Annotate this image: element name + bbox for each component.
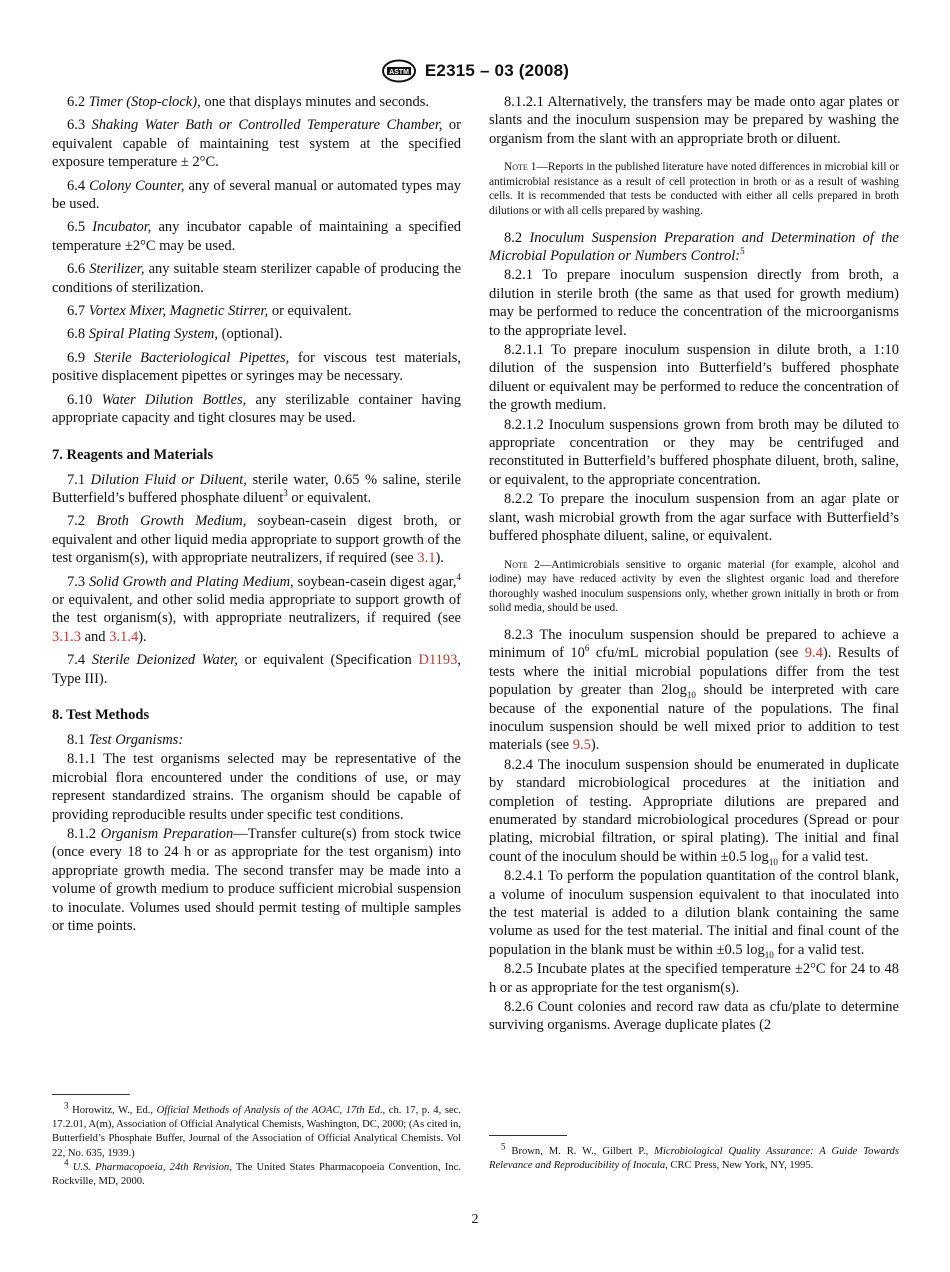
right-column bbox=[489, 93, 899, 1040]
section-7-2: 7.2 Broth Growth Medium, soybean-casein digest broth, or equivalent and other liquid media appropriate to support growth of the test organism(s), with appropriate neutralizers, if required (see 3.1). bbox=[52, 513, 462, 567]
section-8-2-2: 8.2.2 To prepare the inoculum suspension from an agar plate or slant, wash microbial growth from the agar surface with Butterfield’s buffered phosphate diluent, saline, or equivalent. bbox=[489, 491, 899, 545]
link-3-1-3[interactable]: 3.1.3 bbox=[52, 628, 81, 645]
page-header bbox=[0, 56, 950, 86]
footnotes-right bbox=[489, 1135, 899, 1173]
footnote-ref-5[interactable]: 5 bbox=[740, 246, 745, 257]
page-number: 2 bbox=[471, 1212, 479, 1227]
link-3-1[interactable]: 3.1 bbox=[417, 550, 436, 567]
standard-designation: E2315 – 03 (2008) bbox=[424, 61, 570, 80]
heading-test-methods: 8. Test Methods bbox=[52, 706, 150, 723]
link-9-5[interactable]: 9.5 bbox=[572, 737, 591, 754]
section-8-2-1: 8.2.1 To prepare inoculum suspension directly from broth, a dilution in sterile broth (the same as that used for growth medium) may be performed to reduce the concentration of the microorganisms to the appropriate level. bbox=[489, 267, 899, 339]
footnote-ref-3[interactable]: 3 bbox=[283, 488, 288, 499]
footnote-3: $^3$ Horowitz, W., Ed., Official Methods of Analysis of the AOAC, 17th Ed., ch. 17, p. 4, sec. 17.2.01, A(m), Association of Official Analytical Chemists, Washington, DC, 2000; (As cited in, Butterfield’s Phosphate Buffer, Journal of the Association of Official Analytical Chemists. Vol 22, No. 635, 1939.) bbox=[52, 1100, 462, 1159]
section-8-1-2-1: 8.1.2.1 Alternatively, the transfers may be made onto agar plates or slants and the inoculum suspension may be prepared by washing the organism from the slant with an appropriate broth or diluent. bbox=[489, 94, 899, 147]
footnote-4: $^4$ U.S. Pharmacopoeia, 24th Revision, The United States Pharmacopoeia Convention, Inc. Rockville, MD, 2000. bbox=[52, 1157, 462, 1188]
link-9-4[interactable]: 9.4 bbox=[804, 645, 823, 662]
link-d1193[interactable]: D1193 bbox=[418, 652, 458, 669]
footnote-ref-4[interactable]: 4 bbox=[456, 571, 461, 582]
section-8-1-1: 8.1.1 The test organisms selected may be representative of the microbial flora encountered under the conditions of use, or may represent standardized strains. The organism should be capable of providing reproducible results under specific test conditions. bbox=[52, 751, 461, 823]
section-6-3: 6.3 Shaking Water Bath or Controlled Temperature Chamber, or equivalent capable of maintaining test system at the specified exposure temperature ± 2°C. bbox=[52, 117, 461, 171]
footnote-rule bbox=[52, 1094, 130, 1095]
note-2: Note 2—Antimicrobials sensitive to organic material (for example, alcohol and iodine) may have reduced activity by even the slightest organic load and therefore thoroughly washed inoculum suspensions only, whether grown initially in broth or from solid media, should be used. bbox=[489, 558, 899, 615]
section-6-5: 6.5 Incubator, any incubator capable of maintaining a specified temperature ±2°C may be used. bbox=[52, 219, 462, 254]
section-6-6: 6.6 Sterilizer, any suitable steam sterilizer capable of producing the conditions of sterilization. bbox=[52, 261, 462, 296]
section-8-2-1-2: 8.2.1.2 Inoculum suspensions grown from broth may be diluted to appropriate concentration or they may be centrifuged and reconstituted in Butterfield’s buffered phosphate diluent, broth, saline, or equivalent, to the appropriate concentration. bbox=[489, 416, 899, 488]
svg-text:ASTM: ASTM bbox=[388, 69, 409, 76]
section-8-2-3: 8.2.3 The inoculum suspension should be prepared to achieve a minimum of $10^6$ cfu/mL microbial population (see 9.4). Results of tests where the initial microbial populations differ from the test population by greater than $2\log_{10}$ should be interpreted with care because of the exponential nature of the populations. The final inoculum suspension should be well mixed prior to addition to test materials (see 9.5). bbox=[489, 626, 900, 754]
section-7-1: 7.1 Dilution Fluid or Diluent, sterile water, 0.65 % saline, sterile Butterfield’s buffered phosphate diluent$^3$ or equivalent. bbox=[52, 471, 462, 506]
heading-reagents-materials: 7. Reagents and Materials bbox=[52, 446, 214, 463]
section-6-4: 6.4 Colony Counter, any of several manual or automated types may be used. bbox=[52, 177, 462, 213]
section-8-2-5: 8.2.5 Incubate plates at the specified temperature ±2°C for 24 to 48 h or as appropriate for the test organism(s). bbox=[489, 961, 899, 996]
section-6-10: 6.10 Water Dilution Bottles, any sterilizable container having appropriate capacity and tight closures may be used. bbox=[52, 391, 462, 427]
section-6-8: 6.8 Spiral Plating System, (optional). bbox=[67, 326, 283, 343]
section-8-1-2: 8.1.2 Organism Preparation—Transfer culture(s) from stock twice (once every 18 to 24 h or as appropriate for the test organism) into appropriate growth media. The second transfer may be made into a volume of growth medium to produce sufficient microbial suspension to inoculate. Volumes used should permit testing of multiple samples or time points. bbox=[52, 826, 461, 935]
astm-logo-icon bbox=[381, 59, 417, 83]
section-8-2-1-1: 8.2.1.1 To prepare inoculum suspension in dilute broth, a 1:10 dilution of the suspension into Butterfield’s buffered phosphate diluent or equivalent may be performed to reduce the concentration of the growth medium. bbox=[489, 342, 899, 414]
section-8-2: 8.2 Inoculum Suspension Preparation and Determination of the Microbial Population or Numbers Control:$^5$ bbox=[489, 229, 899, 264]
section-6-7: 6.7 Vortex Mixer, Magnetic Stirrer, or equivalent. bbox=[67, 303, 352, 320]
footnote-rule bbox=[489, 1135, 567, 1136]
section-8-1: 8.1 Test Organisms: bbox=[67, 731, 184, 748]
footnote-5: $^5$ Brown, M. R. W., Gilbert P., Microbiological Quality Assurance: A Guide Towards Relevance and Reproducibility of Inocula, CRC Press, New York, NY, 1995. bbox=[489, 1141, 899, 1172]
section-7-3: 7.3 Solid Growth and Plating Medium, soybean-casein digest agar,$^4$ or equivalent, and other solid media appropriate to support growth of the test organism(s), with appropriate neutralizers, if required (see 3.1.3 and 3.1.4). bbox=[52, 571, 461, 645]
section-8-2-4-1: 8.2.4.1 To perform the population quantitation of the control blank, a volume of inoculum suspension equivalent to that inoculated into the test material is added to a dilution blank containing the same volume as used for the test material. The initial and final count of the population in the blank must be within ±0.5 $\log_{10}$ for a valid test. bbox=[489, 868, 899, 960]
section-8-2-6: 8.2.6 Count colonies and record raw data as cfu/plate to determine surviving organisms. Average duplicate plates (2 bbox=[489, 999, 899, 1034]
section-6-9: 6.9 Sterile Bacteriological Pipettes, for viscous test materials, positive displacement pipettes or syringes may be necessary. bbox=[52, 349, 462, 385]
note-1: Note 1—Reports in the published literature have noted differences in microbial kill or antimicrobial resistance as a result of cell protection in broth or as a result of washing cells. It is recommended that tests be conducted with either all cells prepared in broth dilutions or with all cells prepared by washing. bbox=[489, 161, 899, 217]
footnotes-left bbox=[52, 1094, 461, 1189]
section-7-4: 7.4 Sterile Deionized Water, or equivalent (Specification D1193, Type III). bbox=[52, 652, 462, 687]
section-6-2: 6.2 Timer (Stop-clock), one that displays minutes and seconds. bbox=[67, 94, 430, 110]
link-3-1-4[interactable]: 3.1.4 bbox=[109, 628, 139, 645]
left-column bbox=[52, 93, 461, 940]
section-8-2-4: 8.2.4 The inoculum suspension should be enumerated in duplicate by standard microbiological procedures at the initiation and completion of testing. Appropriate dilutions are prepared and enumerated by standard microbiological procedures (Spread or pour plating, microbial filtration, or spiral plating). The initial and final count of the inoculum should be within ±0.5 $\log_{10}$ for a valid test. bbox=[489, 756, 899, 867]
